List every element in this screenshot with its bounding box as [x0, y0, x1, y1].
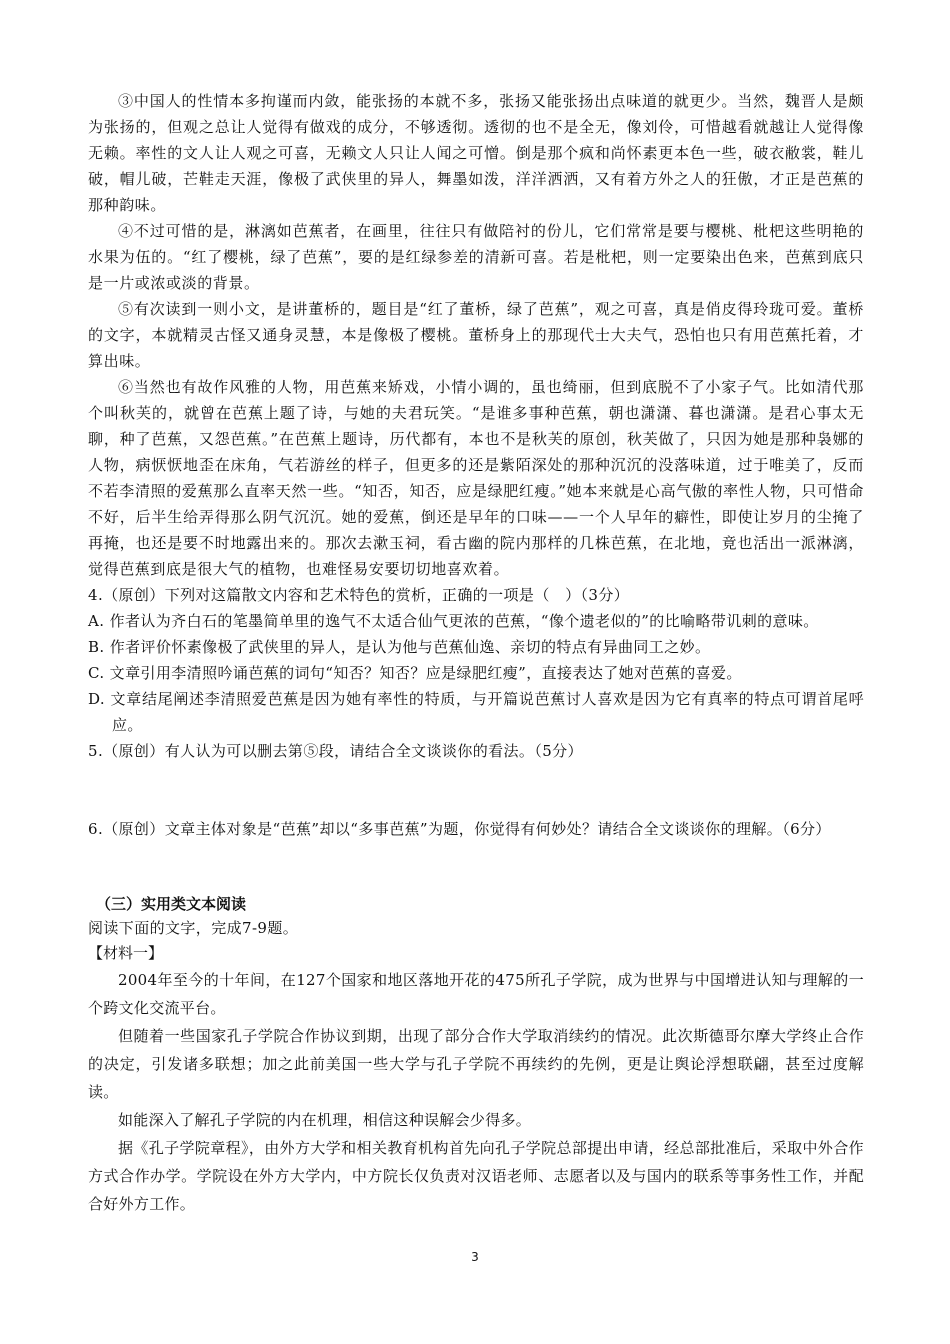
section-heading: （三）实用类文本阅读	[96, 895, 247, 913]
material-paragraph: 2004年至今的十年间，在127个国家和地区落地开花的475所孔子学院，成为世界与中国增进认知与理解的一个跨文化交流平台。	[88, 971, 864, 1017]
material-label: 【材料一】	[88, 944, 164, 962]
material-paragraph: 如能深入了解孔子学院的内在机理，相信这种误解会少得多。	[118, 1111, 532, 1129]
question-5: 5.（原创）有人认为可以删去第⑤段，请结合全文谈谈你的看法。（5分）	[88, 742, 583, 760]
essay-paragraph-4: ④不过可惜的是，淋漓如芭蕉者，在画里，往往只有做陪衬的份儿，它们常常是要与樱桃、枇杷这些明艳的水果为伍的。“红了樱桃，绿了芭蕉”，要的是红绿参差的清新可喜。若是枇杷，则一定要染出色来，芭蕉到底只是一片或浓或淡的背景。	[88, 222, 864, 292]
answer-space-6	[88, 842, 864, 892]
essay-paragraph-5: ⑤有次读到一则小文，是讲董桥的，题目是“红了董桥，绿了芭蕉”，观之可喜，真是俏皮得玲珑可爱。董桥的文字，本就精灵古怪又通身灵慧，本是像极了樱桃。董桥身上的那现代士大夫气，恐怕也只有用芭蕉托着，才算出味。	[88, 300, 864, 370]
question-4-stem: 4.（原创）下列对这篇散文内容和艺术特色的赏析，正确的一项是（ ）（3分）	[88, 586, 630, 604]
material-paragraph: 但随着一些国家孔子学院合作协议到期，出现了部分合作大学取消续约的情况。此次斯德哥尔摩大学终止合作的决定，引发诸多联想；加之此前美国一些大学与孔子学院不再续约的先例，更是让舆论浮想联翩，甚至过度解读。	[88, 1027, 864, 1101]
question-6: 6.（原创）文章主体对象是“芭蕉”却以“多事芭蕉”为题，你觉得有何妙处？请结合全文谈谈你的理解。（6分）	[88, 820, 831, 838]
question-4-option-d: D. 文章结尾阐述李清照爱芭蕉是因为她有率性的特质，与开篇说芭蕉讨人喜欢是因为它有真率的特点可谓首尾呼应。	[88, 690, 864, 734]
essay-paragraph-3: ③中国人的性情本多拘谨而内敛，能张扬的本就不多，张扬又能张扬出点味道的就更少。当然，魏晋人是颇为张扬的，但观之总让人觉得有做戏的成分，不够透彻。透彻的也不是全无，像刘伶，可惜越看就越让人觉得像无赖。率性的文人让人观之可喜，无赖文人只让人闻之可憎。倒是那个疯和尚怀素更本色一些，破衣敝裳，鞋儿破，帽儿破，芒鞋走天涯，像极了武侠里的异人，舞墨如泼，洋洋洒洒，又有着方外之人的狂傲，才正是芭蕉的那种韵味。	[88, 92, 864, 214]
page-number: 3	[471, 1250, 479, 1264]
question-4-option-c: C. 文章引用李清照吟诵芭蕉的词句“知否？知否？应是绿肥红瘦”，直接表达了她对芭蕉的喜爱。	[88, 664, 742, 682]
question-4-option-a: A. 作者认为齐白石的笔墨简单里的逸气不太适合仙气更浓的芭蕉，“像个遗老似的”的比喻略带讥刺的意味。	[88, 612, 819, 630]
page-content	[88, 88, 864, 1218]
question-4-option-b: B. 作者评价怀素像极了武侠里的异人，是认为他与芭蕉仙逸、亲切的特点有异曲同工之妙。	[88, 638, 711, 656]
essay-paragraph-6: ⑥当然也有故作风雅的人物，用芭蕉来矫戏，小情小调的，虽也绮丽，但到底脱不了小家子气。比如清代那个叫秋芙的，就曾在芭蕉上题了诗，与她的夫君玩笑。“是谁多事种芭蕉，朝也潇潇、暮也潇潇。是君心事太无聊，种了芭蕉，又怨芭蕉。”在芭蕉上题诗，历代都有，本也不是秋芙的原创，秋芙做了，只因为她是那种袅娜的人物，病恹恹地歪在床角，气若游丝的样子，但更多的还是紫陌深处的那种沉沉的没落味道，过于唯美了，反而不若李清照的爱蕉那么直率天然一些。“知否，知否，应是绿肥红瘦。”她本来就是心高气傲的率性人物，只可惜命不好，后半生给弄得那么阴气沉沉。她的爱蕉，倒还是早年的口味——一个人早年的癖性，即使让岁月的尘掩了再掩，也还是要不时地露出来的。那次去漱玉祠，看古幽的院内那样的几株芭蕉，在北地，竟也活出一派淋漓，觉得芭蕉到底是很大气的植物，也难怪易安要切切地喜欢着。	[88, 378, 864, 578]
material-paragraph: 据《孔子学院章程》，由外方大学和相关教育机构首先向孔子学院总部提出申请，经总部批准后，采取中外合作方式合作办学。学院设在外方大学内，中方院长仅负责对汉语老师、志愿者以及与国内的联系等事务性工作，并配合好外方工作。	[88, 1139, 864, 1213]
section-instruction: 阅读下面的文字，完成7-9题。	[88, 919, 299, 937]
answer-space-5	[88, 764, 864, 816]
